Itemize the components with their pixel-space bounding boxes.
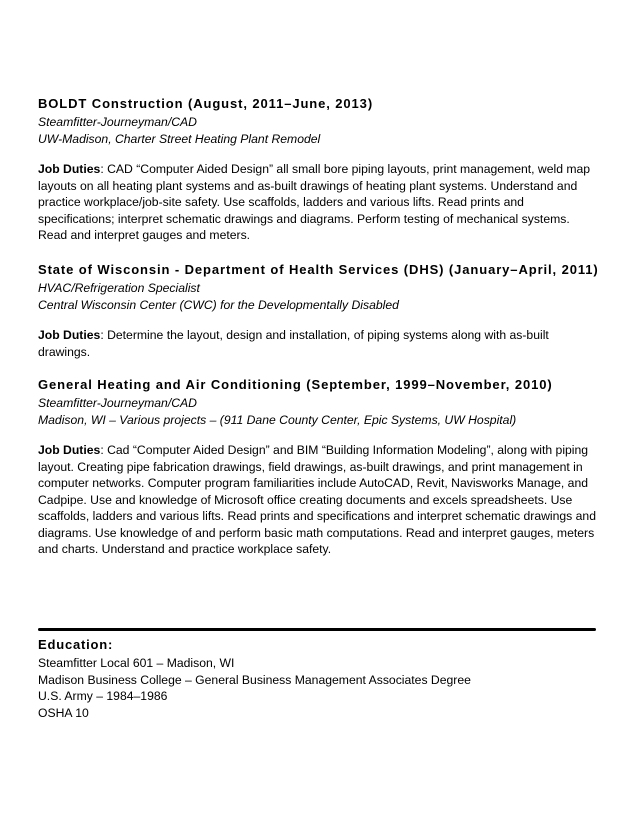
job-duties-label: Job Duties [38, 162, 101, 176]
job-heading: General Heating and Air Conditioning (September, 1999–November, 2010) [38, 377, 553, 392]
job-title: HVAC/Refrigeration Specialist [38, 281, 200, 295]
education-item: OSHA 10 [38, 705, 89, 720]
job-duties-label: Job Duties [38, 328, 101, 342]
education-item: U.S. Army – 1984–1986 [38, 689, 168, 703]
job-heading: State of Wisconsin - Department of Health Services (DHS) (January–April, 2011) [38, 262, 599, 277]
job-duties-text: : Cad “Computer Aided Design” and BIM “Building Information Modeling”, along with piping layout. Creating pipe fabrication drawings, field drawings, as-built drawings, and print management in computer networks. Computer program familiarities include AutoCAD, Revit, Navisworks Manage, and Cadpipe. Use and knowledge of Microsoft office creating documents and excels spreadsheets. Use scaffolds, ladders and various lifts. Read prints and specifications and interpret schematic drawings and diagrams. Use knowledge of and perform basic math computations. Read and interpret gauges, meters and charts. Understand and practice workplace safety. [38, 443, 596, 556]
job-duties [38, 327, 600, 360]
job-entry-general-heating [38, 377, 600, 558]
job-title: Steamfitter-Journeyman/CAD [38, 115, 197, 129]
education-item: Steamfitter Local 601 – Madison, WI [38, 656, 235, 670]
job-entry-boldt [38, 96, 600, 244]
job-duties-text: : Determine the layout, design and installation, of piping systems along with as-built drawings. [38, 328, 549, 359]
job-title: Steamfitter-Journeyman/CAD [38, 396, 197, 410]
job-heading: BOLDT Construction (August, 2011–June, 2013) [38, 96, 374, 111]
job-duties-label: Job Duties [38, 443, 101, 457]
education-heading: Education: [38, 637, 114, 652]
section-divider [38, 628, 596, 631]
job-location: Central Wisconsin Center (CWC) for the Developmentally Disabled [38, 297, 399, 312]
job-duties-text: : CAD “Computer Aided Design” all small bore piping layouts, print management, weld map layouts on all heating plant systems and as-built drawings of heating plant systems. Understand and practice workplace/job-site safety. Use scaffolds, ladders and various lifts. Read prints and specifications; interpret schematic drawings and diagrams. Perform testing of mechanical systems. Read and interpret gauges and meters. [38, 162, 591, 242]
job-entry-dhs [38, 262, 600, 360]
job-location: UW-Madison, Charter Street Heating Plant Remodel [38, 131, 321, 146]
job-duties [38, 161, 600, 244]
job-duties [38, 442, 600, 558]
job-location: Madison, WI – Various projects – (911 Dane County Center, Epic Systems, UW Hospital) [38, 412, 517, 427]
education-list [38, 655, 598, 721]
education-item: Madison Business College – General Business Management Associates Degree [38, 672, 471, 687]
